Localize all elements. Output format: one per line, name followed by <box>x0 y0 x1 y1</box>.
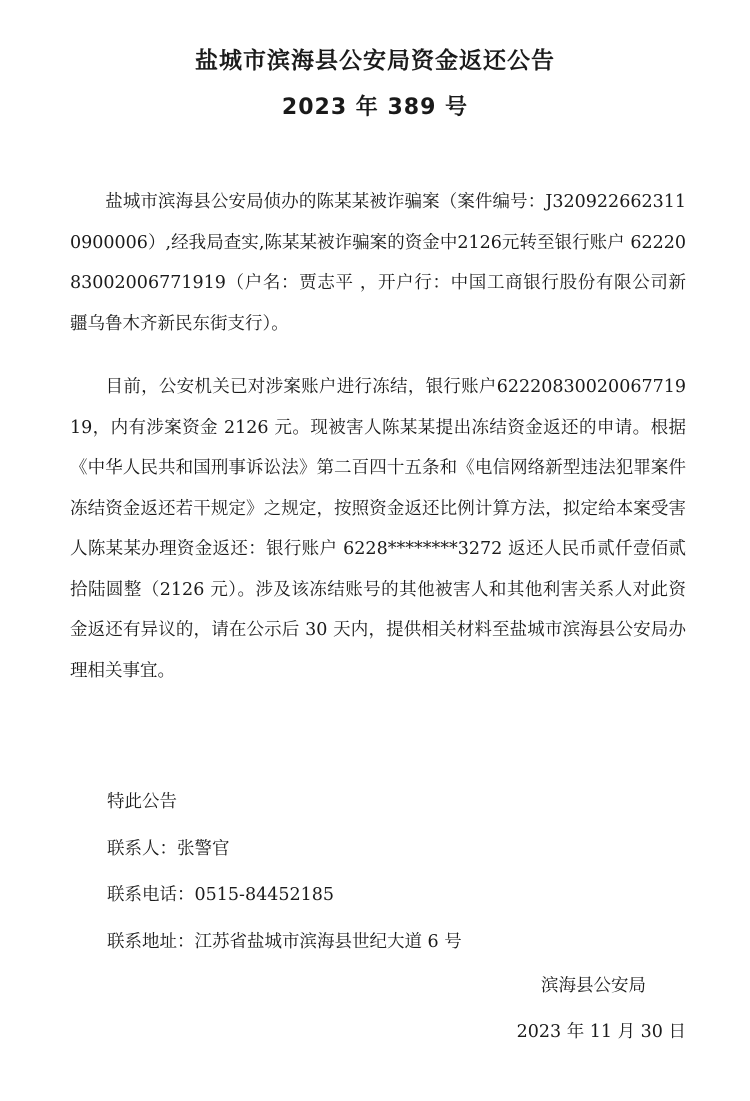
notice-title: 盐城市滨海县公安局资金返还公告 <box>195 48 555 74</box>
contact-person: 联系人：张警官 <box>107 839 230 859</box>
issue-date: 2023 年 11 月 30 日 <box>516 1022 686 1042</box>
contact-address: 联系地址：江苏省盐城市滨海县世纪大道 6 号 <box>107 932 462 952</box>
body-paragraph-return: 目前，公安机关已对涉案账户进行冻结，银行账户6222083002006771919，内有涉案资金 2126 元。现被害人陈某某提出冻结资金返还的申请。根据《中华人民共和国刑事诉讼法》第二百四十五条和《电信网络新型违法犯罪案件冻结资金返还若干规定》之规定，按照资金返还比例计算方法，拟定给本案受害人陈某某办理资金返还：银行账户 6228********3272 返还人民币贰仟壹佰贰拾陆圆整（2126 元）。涉及该冻结账号的其他被害人和其他利害关系人对此资金返还有异议的，请在公示后 30 天内，提供相关材料至盐城市滨海县公安局办理相关事宜。 <box>70 377 686 681</box>
closing-special-notice: 特此公告 <box>107 792 177 812</box>
issuing-organization: 滨海县公安局 <box>541 976 646 996</box>
body-paragraph-case: 盐城市滨海县公安局侦办的陈某某被诈骗案（案件编号：J3209226623110900006）,经我局查实,陈某某被诈骗案的资金中2126元转至银行账户 6222083002006771919（户名：贾志平 ，开户行：中国工商银行股份有限公司新疆乌鲁木齐新民东街支行）。 <box>70 192 686 334</box>
notice-number: 2023 年 389 号 <box>281 95 469 120</box>
contact-phone: 联系电话：0515-84452185 <box>107 885 335 905</box>
